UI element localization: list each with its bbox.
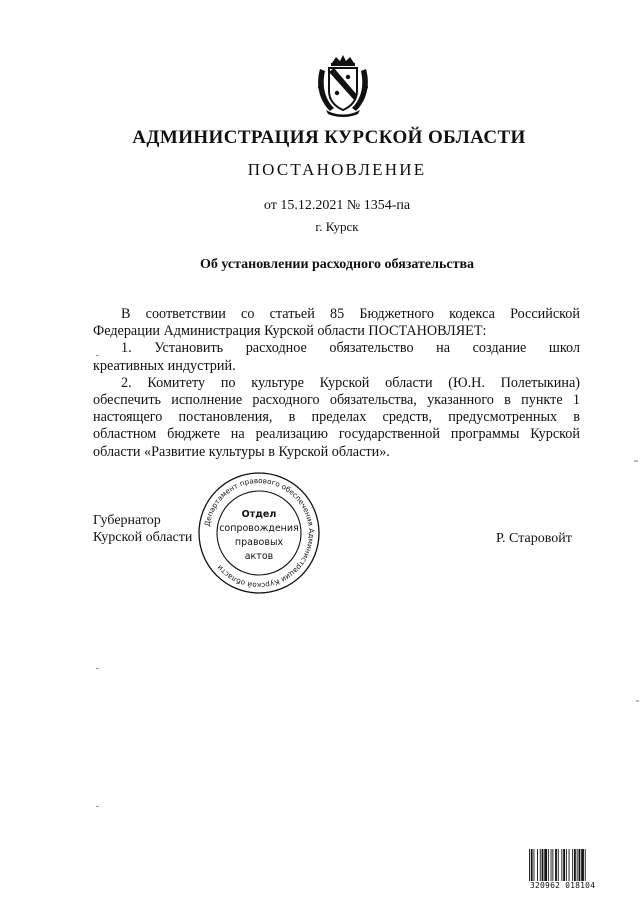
barcode-bar	[551, 849, 552, 881]
official-stamp	[197, 471, 321, 595]
barcode-bar	[534, 849, 535, 881]
item-line: области «Развитие культуры в Курской области».	[93, 443, 390, 460]
barcode-bar	[540, 849, 541, 881]
barcode-bar	[566, 849, 567, 881]
scan-mark	[96, 668, 99, 669]
coat-of-arms-icon	[314, 55, 372, 117]
item-line: креативных индустрий.	[93, 357, 236, 374]
barcode-number: 320962 018104	[530, 881, 612, 891]
barcode-bar	[537, 849, 538, 881]
document-subject: Об установлении расходного обязательства	[199, 257, 475, 272]
barcode-bar	[561, 849, 562, 881]
barcode-bar	[531, 849, 533, 881]
barcode-bar	[548, 849, 549, 881]
stamp-line: Отдел	[241, 509, 277, 520]
item-line: 1. Установить расходное обязательство на создание школ	[121, 340, 580, 357]
barcode-bar	[574, 849, 576, 881]
stamp-line: актов	[244, 551, 274, 562]
document-type: ПОСТАНОВЛЕНИЕ	[247, 160, 427, 179]
document-body	[93, 306, 580, 461]
signatory-name: Р. Старовойт	[496, 531, 572, 546]
item-line: областном бюджете на реализацию государственной программы Курской	[93, 426, 580, 443]
document-date-number: от 15.12.2021 № 1354-па	[263, 198, 411, 213]
barcode-bar	[544, 849, 547, 881]
barcode-bar	[542, 849, 544, 881]
barcode-bar	[555, 849, 557, 881]
barcode-bar	[585, 849, 586, 881]
item-line: обеспечить исполнение расходного обязательства, указанного в пункте 1	[93, 392, 580, 409]
barcode-bar	[581, 849, 584, 881]
document-city: г. Курск	[315, 219, 359, 234]
barcode-bar	[577, 849, 578, 881]
signatory-region: Курской области	[93, 530, 193, 545]
barcode-bar	[579, 849, 581, 881]
scan-mark	[96, 355, 99, 356]
organization-title: АДМИНИСТРАЦИЯ КУРСКОЙ ОБЛАСТИ	[132, 127, 526, 148]
barcode-bar	[529, 849, 530, 881]
stamp-line: правовых	[234, 537, 284, 548]
scan-mark	[634, 460, 638, 462]
barcode-bar	[558, 849, 559, 881]
stamp-ring-text: Департамент правового обеспечения Администрации Курской области	[202, 475, 317, 591]
preamble-line: В соответствии со статьей 85 Бюджетного кодекса Российской	[121, 306, 580, 322]
barcode-bar	[572, 849, 573, 881]
barcode-bar	[552, 849, 553, 881]
barcode-bar	[569, 849, 570, 881]
signatory-title: Губернатор	[93, 513, 161, 528]
item-line: настоящего постановления, в пределах средств, предусмотренных в	[93, 409, 580, 426]
signatory-position	[93, 512, 192, 546]
scan-mark	[636, 700, 639, 702]
scan-mark	[96, 806, 99, 807]
barcode-bar	[563, 849, 565, 881]
item-line: 2. Комитету по культуре Курской области (Ю.Н. Полетыкина)	[121, 374, 580, 391]
stamp-line: сопровождения	[219, 523, 299, 534]
preamble-line: Федерации Администрация Курской области ПОСТАНОВЛЯЕТ:	[93, 323, 487, 340]
